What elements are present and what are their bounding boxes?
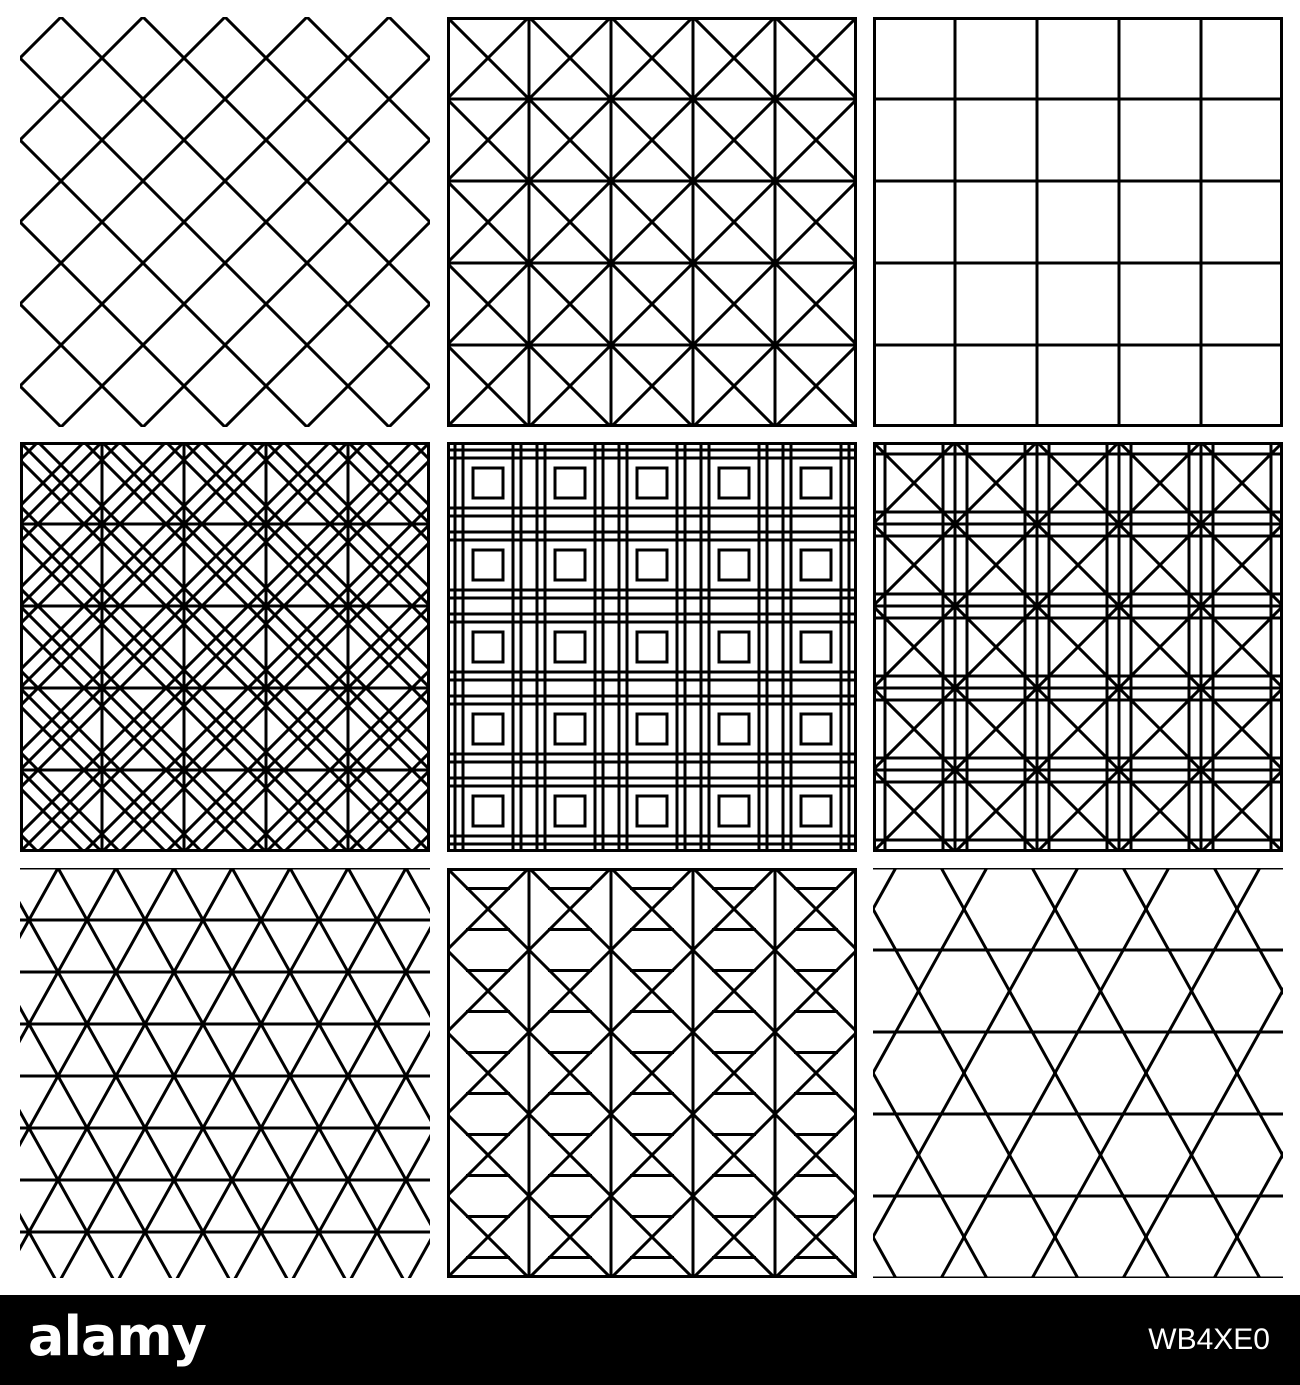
pattern-line	[1192, 991, 1215, 1032]
pattern-line	[1010, 1155, 1033, 1196]
pattern-line	[987, 1114, 1010, 1155]
image-id: WB4XE0	[1148, 1323, 1270, 1356]
pattern-line	[1214, 1073, 1237, 1114]
pattern-line	[202, 442, 430, 852]
pattern-line	[1169, 1155, 1192, 1196]
pattern-line	[964, 868, 987, 909]
pattern-line	[1123, 909, 1146, 950]
pattern-line	[1146, 1196, 1169, 1237]
pattern-line	[1055, 1237, 1078, 1278]
pattern-line	[941, 1237, 964, 1278]
pattern-line	[1260, 950, 1283, 991]
pattern-line	[1214, 1196, 1237, 1237]
dense-diagonal-lattice-tile	[20, 442, 430, 852]
pattern-line	[1032, 868, 1055, 909]
pattern-line	[58, 868, 287, 1278]
square-grid-tile	[873, 17, 1283, 427]
pattern-line	[20, 442, 330, 852]
pattern-line	[1146, 1237, 1169, 1278]
pattern-line	[1032, 1237, 1055, 1278]
pattern-line	[1237, 909, 1260, 950]
pattern-line	[964, 1073, 987, 1114]
pattern-line	[1123, 1073, 1146, 1114]
pattern-line	[873, 1032, 896, 1073]
pattern-line	[120, 442, 430, 852]
pattern-line	[248, 442, 430, 852]
dense-triangle-lattice-pattern	[873, 442, 1283, 852]
pattern-line	[1123, 1237, 1146, 1278]
pattern-line	[1010, 950, 1033, 991]
watermark-bar	[0, 1295, 1300, 1385]
hexagon-lattice-pattern	[873, 868, 1283, 1278]
pattern-line	[1101, 1155, 1124, 1196]
pattern-line	[873, 909, 896, 950]
pattern-line	[1214, 868, 1237, 909]
pattern-line	[1101, 1114, 1124, 1155]
pattern-line	[1032, 1032, 1055, 1073]
pattern-line	[987, 991, 1010, 1032]
tile-border	[875, 19, 1282, 426]
pattern-line	[964, 1237, 987, 1278]
pattern-line	[1237, 1196, 1260, 1237]
pattern-line	[919, 1155, 942, 1196]
pattern-line	[1192, 1155, 1215, 1196]
pattern-line	[1055, 1073, 1078, 1114]
pattern-line	[1101, 950, 1124, 991]
pattern-line	[1260, 1155, 1283, 1196]
triangle-lattice-tile	[20, 868, 430, 1278]
diagonal-lattice-pattern	[20, 17, 430, 427]
pattern-line	[20, 868, 232, 1278]
pattern-line	[873, 868, 896, 909]
pattern-line	[1214, 1032, 1237, 1073]
hexagon-star-lattice-tile	[447, 868, 857, 1278]
pattern-line	[20, 442, 366, 852]
pattern-line	[987, 950, 1010, 991]
pattern-line	[941, 1032, 964, 1073]
pattern-line	[1237, 868, 1260, 909]
pattern-line	[1192, 950, 1215, 991]
pattern-line	[1237, 1073, 1260, 1114]
pattern-line	[964, 1032, 987, 1073]
pattern-line	[84, 442, 430, 852]
pattern-line	[61, 868, 290, 1278]
pattern-line	[896, 991, 919, 1032]
pattern-line	[964, 909, 987, 950]
pattern-line	[873, 1073, 896, 1114]
pattern-line	[1032, 909, 1055, 950]
pattern-line	[919, 1114, 942, 1155]
pattern-line	[1214, 909, 1237, 950]
pattern-line	[987, 1155, 1010, 1196]
pattern-line	[1169, 950, 1192, 991]
pattern-line	[1146, 1032, 1169, 1073]
pattern-line	[351, 868, 430, 1278]
pattern-line	[1283, 1114, 1284, 1155]
pattern-line	[1055, 868, 1078, 909]
pattern-line	[1169, 1114, 1192, 1155]
pattern-line	[1101, 991, 1124, 1032]
pattern-line	[20, 442, 202, 852]
pattern-line	[1146, 868, 1169, 909]
pattern-line	[1055, 1032, 1078, 1073]
pattern-line	[919, 991, 942, 1032]
pattern-line	[1123, 1032, 1146, 1073]
pattern-line	[202, 442, 430, 852]
dense-diagonal-lattice-pattern	[20, 442, 430, 852]
pattern-line	[896, 1114, 919, 1155]
pattern-line	[941, 1073, 964, 1114]
triangle-square-lattice-tile	[447, 17, 857, 427]
pattern-line	[873, 1237, 896, 1278]
pattern-line	[1214, 1237, 1237, 1278]
pattern-line	[366, 442, 430, 852]
pattern-line	[348, 868, 430, 1278]
triangle-lattice-pattern	[20, 868, 430, 1278]
pattern-line	[84, 442, 430, 852]
pattern-line	[120, 442, 430, 852]
pattern-line	[964, 1196, 987, 1237]
dense-triangle-lattice-tile	[873, 442, 1283, 852]
pattern-line	[1283, 1155, 1284, 1196]
pattern-line	[20, 442, 248, 852]
pattern-line	[366, 442, 430, 852]
pattern-line	[20, 442, 330, 852]
interlocking-squares-pattern	[447, 442, 857, 852]
pattern-line	[232, 868, 430, 1278]
pattern-line	[941, 868, 964, 909]
pattern-line	[1260, 991, 1283, 1032]
pattern-line	[1123, 868, 1146, 909]
pattern-line	[1146, 1073, 1169, 1114]
pattern-line	[20, 442, 202, 852]
pattern-line	[235, 868, 430, 1278]
pattern-line	[1078, 950, 1101, 991]
pattern-line	[1192, 1114, 1215, 1155]
hexagon-lattice-tile	[873, 868, 1283, 1278]
pattern-line	[20, 442, 366, 852]
pattern-line	[1032, 1196, 1055, 1237]
pattern-line	[941, 1196, 964, 1237]
pattern-line	[1237, 1032, 1260, 1073]
pattern-line	[248, 442, 430, 852]
pattern-line	[116, 868, 345, 1278]
pattern-line	[1055, 909, 1078, 950]
pattern-line	[20, 442, 84, 852]
alamy-logo: alamy	[28, 1305, 206, 1368]
pattern-line	[20, 442, 84, 852]
triangle-square-lattice-pattern	[447, 17, 857, 427]
pattern-line	[1078, 991, 1101, 1032]
pattern-line	[896, 1155, 919, 1196]
pattern-line	[174, 868, 403, 1278]
pattern-line	[1123, 1196, 1146, 1237]
square-grid-pattern	[873, 17, 1283, 427]
pattern-line	[1169, 991, 1192, 1032]
pattern-line	[1078, 1114, 1101, 1155]
pattern-line	[1283, 991, 1284, 1032]
pattern-line	[20, 442, 248, 852]
pattern-line	[1032, 1073, 1055, 1114]
pattern-line	[177, 868, 406, 1278]
diagonal-lattice-tile	[20, 17, 430, 427]
tile-border	[449, 444, 856, 851]
interlocking-squares-tile	[447, 442, 857, 852]
pattern-line	[1146, 909, 1169, 950]
pattern-line	[941, 909, 964, 950]
pattern-line	[119, 868, 348, 1278]
hexagon-star-lattice-pattern	[447, 868, 857, 1278]
pattern-line	[1010, 1114, 1033, 1155]
pattern-line	[919, 950, 942, 991]
pattern-line	[873, 1196, 896, 1237]
pattern-line	[1010, 991, 1033, 1032]
pattern-line	[1055, 1196, 1078, 1237]
pattern-line	[896, 950, 919, 991]
pattern-line	[1237, 1237, 1260, 1278]
pattern-line	[1283, 950, 1284, 991]
pattern-line	[1260, 1114, 1283, 1155]
pattern-line	[1078, 1155, 1101, 1196]
